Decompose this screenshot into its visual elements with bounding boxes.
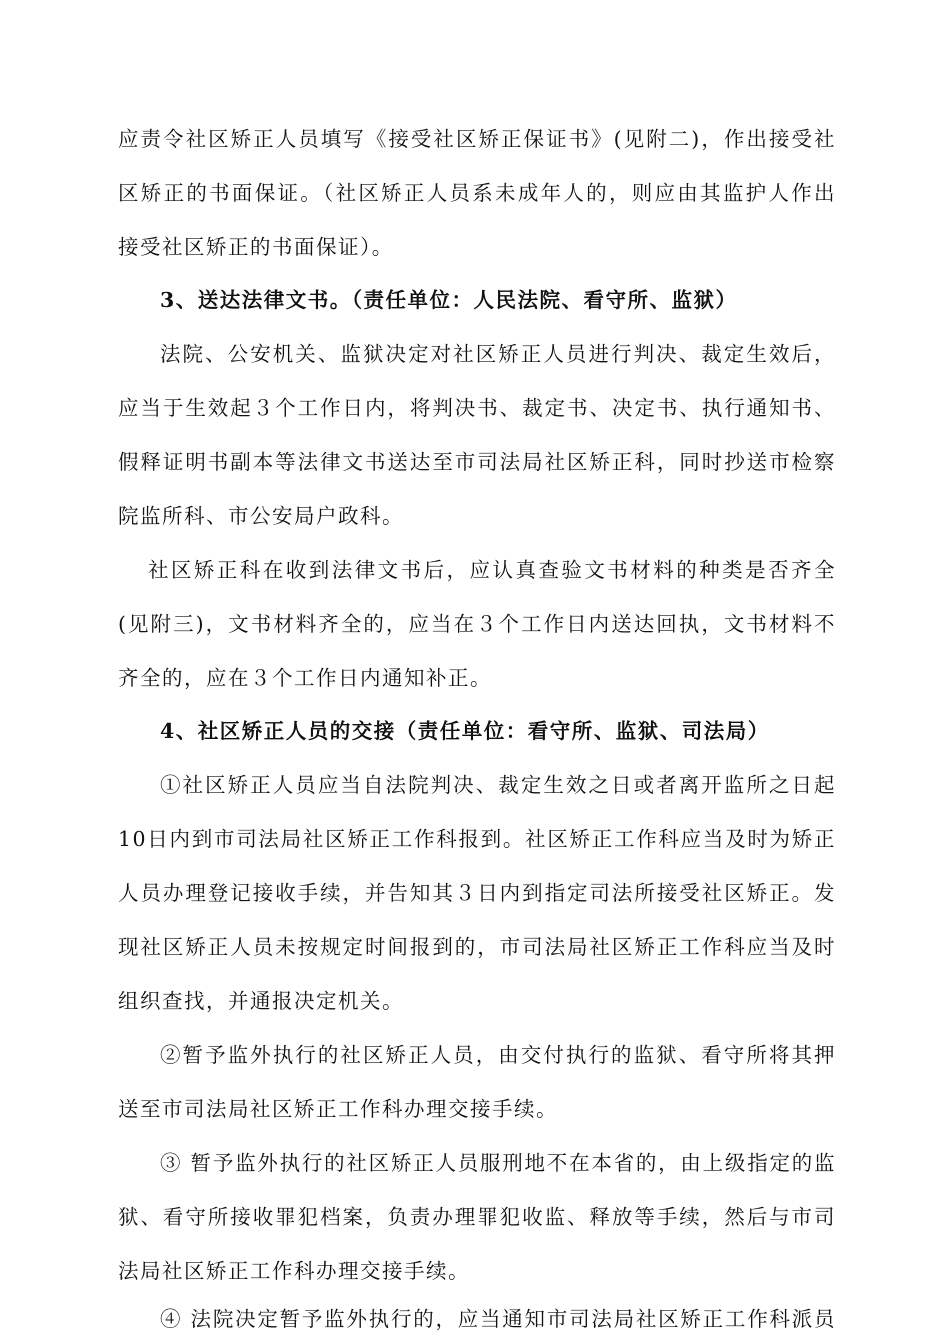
- body-text-line: 社区矫正科在收到法律文书后，应认真查验文书材料的种类是否齐全: [148, 558, 836, 582]
- body-text-line: 齐全的，应在３个工作日内通知补正。: [118, 666, 492, 690]
- body-text-line: 院监所科、市公安局户政科。: [118, 504, 404, 528]
- body-text-line: 接受社区矫正的书面保证）。: [118, 235, 394, 259]
- body-text-line: 人员办理登记接收手续，并告知其３日内到指定司法所接受社区矫正。发: [118, 881, 836, 905]
- body-text-line: (见附三)，文书材料齐全的，应当在３个工作日内送达回执，文书材料不: [118, 612, 836, 636]
- body-text-line: 假释证明书副本等法律文书送达至市司法局社区矫正科，同时抄送市检察: [118, 450, 836, 474]
- body-text-line: ④ 法院决定暂予监外执行的，应当通知市司法局社区矫正工作科派员: [160, 1307, 836, 1331]
- body-text-line: ①社区矫正人员应当自法院判决、裁定生效之日或者离开监所之日起: [160, 773, 836, 797]
- body-text-line: 10日内到市司法局社区矫正工作科报到。社区矫正工作科应当及时为矫正: [118, 827, 836, 851]
- body-text-line: 应当于生效起３个工作日内，将判决书、裁定书、决定书、执行通知书、: [118, 396, 836, 420]
- body-text-line: 现社区矫正人员未按规定时间报到的，市司法局社区矫正工作科应当及时: [118, 935, 836, 959]
- body-text-line: 区矫正的书面保证。（社区矫正人员系未成年人的，则应由其监护人作出: [118, 181, 836, 205]
- section-heading-4: 4、社区矫正人员的交接（责任单位：看守所、监狱、司法局）: [160, 719, 770, 743]
- body-text-line: ②暂予监外执行的社区矫正人员，由交付执行的监狱、看守所将其押: [160, 1043, 836, 1067]
- body-text-line: 狱、看守所接收罪犯档案，负责办理罪犯收监、释放等手续，然后与市司: [118, 1205, 836, 1229]
- body-text-line: 法局社区矫正工作科办理交接手续。: [118, 1259, 470, 1283]
- body-text-line: 组织查找，并通报决定机关。: [118, 989, 404, 1013]
- body-text-line: 送至市司法局社区矫正工作科办理交接手续。: [118, 1097, 558, 1121]
- body-text-line: ③ 暂予监外执行的社区矫正人员服刑地不在本省的，由上级指定的监: [160, 1151, 836, 1175]
- section-heading-3: 3、送达法律文书。（责任单位：人民法院、看守所、监狱）: [160, 288, 738, 312]
- body-text-line: 法院、公安机关、监狱决定对社区矫正人员进行判决、裁定生效后，: [160, 342, 836, 366]
- body-text-line: 应责令社区矫正人员填写《接受社区矫正保证书》(见附二)，作出接受社: [118, 127, 836, 151]
